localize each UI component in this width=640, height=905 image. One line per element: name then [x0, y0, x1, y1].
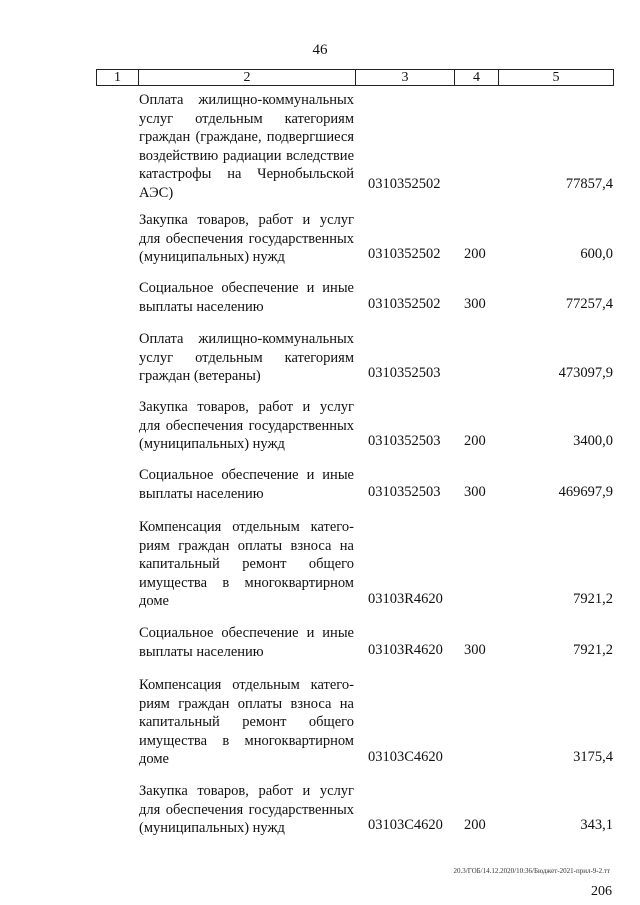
row-description: Компенсация отдельным категориям граждан оплаты взноса на капитальный ремонт общего имущества в многоквартирном доме — [139, 519, 354, 610]
row-expense-type: 200 — [464, 433, 486, 449]
header-col-1: 1 — [97, 70, 139, 86]
row-amount: 600,0 — [580, 246, 613, 262]
bottom-page-number: 206 — [591, 884, 612, 899]
row-description: Закупка товаров, работ и услуг для обеспечения государственных (муниципальных) нужд — [139, 783, 354, 837]
row-amount: 7921,2 — [573, 642, 613, 658]
row-expense-type: 200 — [464, 246, 486, 262]
row-amount: 77257,4 — [565, 296, 613, 312]
row-target-code: 03103R4620 — [368, 642, 443, 658]
row-target-code: 03103R4620 — [368, 591, 443, 607]
row-description: Закупка товаров, работ и услуг для обеспечения государственных (муниципальных) нужд — [139, 212, 354, 266]
row-description: Оплата жилищно-коммунальных услуг отдельным категориям граждан (ветераны) — [139, 331, 354, 385]
row-amount: 343,1 — [580, 817, 613, 833]
row-description: Социальное обеспечение и иные выплаты населению — [139, 280, 354, 315]
column-header-table — [96, 69, 614, 86]
row-target-code: 03103C4620 — [368, 749, 443, 765]
row-amount: 3400,0 — [573, 433, 613, 449]
row-amount: 473097,9 — [558, 365, 613, 381]
page-number: 46 — [312, 42, 328, 58]
row-expense-type: 300 — [464, 296, 486, 312]
row-target-code: 0310352503 — [368, 484, 441, 500]
row-description: Социальное обеспечение и иные выплаты населению — [139, 625, 354, 660]
row-description: Оплата жилищно-коммунальных услуг отдельным категориям граждан (граждане, подвергшиеся воздействию радиации вследствие катастрофы на Чернобыльской АЭС) — [139, 92, 354, 201]
row-target-code: 0310352503 — [368, 365, 441, 381]
row-target-code: 0310352503 — [368, 433, 441, 449]
row-expense-type: 300 — [464, 642, 486, 658]
header-col-4: 4 — [455, 70, 499, 86]
row-target-code: 0310352502 — [368, 296, 441, 312]
document-footer-tag: 20.3/ГОБ/14.12.2020/10:36/Бюджет-2021-прил-9-2.тт — [453, 867, 610, 875]
row-expense-type: 300 — [464, 484, 486, 500]
row-amount: 3175,4 — [573, 749, 613, 765]
row-description: Закупка товаров, работ и услуг для обеспечения государственных (муниципальных) нужд — [139, 399, 354, 453]
header-col-5: 5 — [499, 70, 614, 86]
row-description: Компенсация отдельным категориям граждан оплаты взноса на капитальный ремонт общего имущества в многоквартирном доме — [139, 677, 354, 768]
row-target-code: 03103C4620 — [368, 817, 443, 833]
row-target-code: 0310352502 — [368, 246, 441, 262]
header-col-3: 3 — [356, 70, 455, 86]
row-target-code: 0310352502 — [368, 176, 441, 192]
row-expense-type: 200 — [464, 817, 486, 833]
row-amount: 77857,4 — [565, 176, 613, 192]
row-amount: 7921,2 — [573, 591, 613, 607]
header-col-2: 2 — [139, 70, 356, 86]
row-amount: 469697,9 — [558, 484, 613, 500]
row-description: Социальное обеспечение и иные выплаты населению — [139, 467, 354, 502]
